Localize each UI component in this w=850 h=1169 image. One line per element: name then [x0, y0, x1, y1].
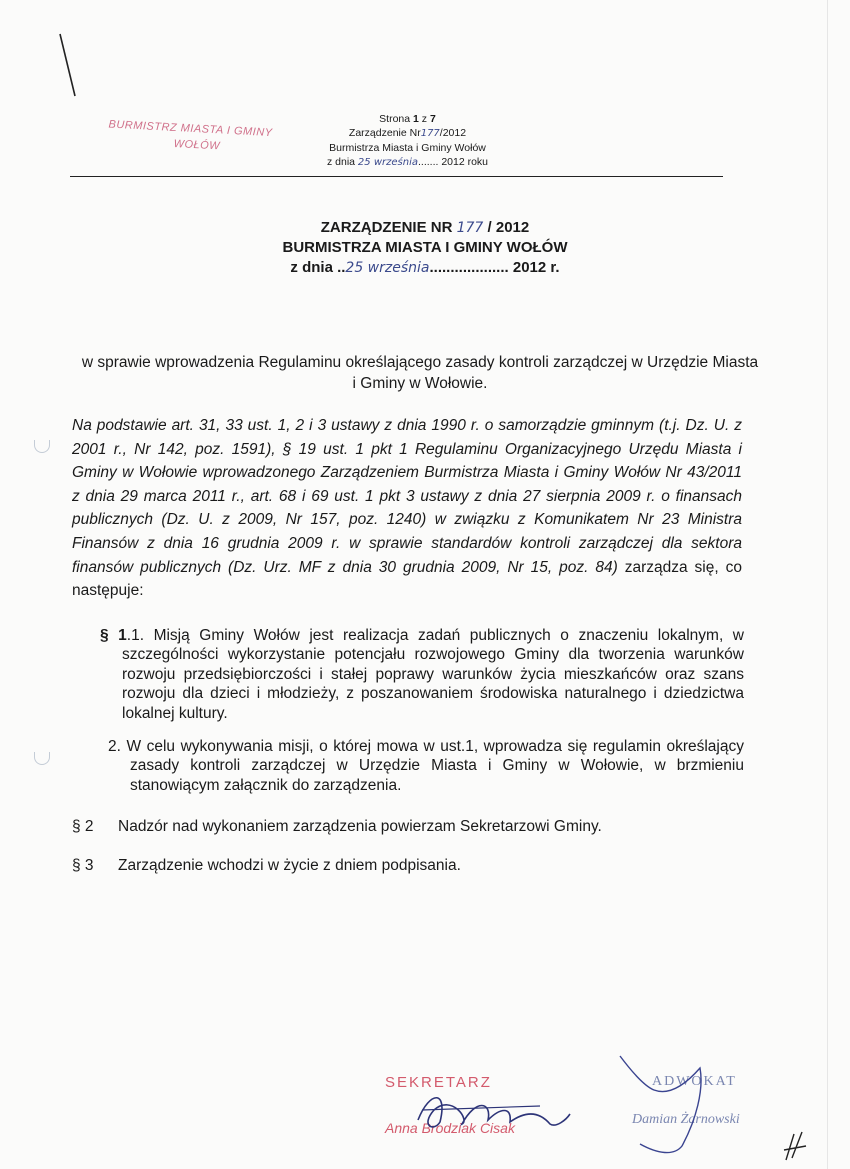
paragraph-3-label: § 3	[72, 857, 94, 874]
header-issuer: Burmistrza Miasta i Gminy Wołów	[329, 142, 486, 154]
lawyer-signature	[610, 1050, 760, 1160]
title-line-1: ZARZĄDZENIE NR 177 / 2012	[320, 219, 530, 236]
lawyer-stamp-role: ADWOKAT	[652, 1074, 737, 1089]
legal-basis-clause: zarządza się, co następuje:	[72, 558, 742, 600]
paragraph-3-text: Zarządzenie wchodzi w życie z dniem podpisania.	[118, 857, 461, 874]
header-rule	[70, 176, 723, 177]
document-title	[0, 218, 850, 278]
paragraph-1-text: Misją Gminy Wołów jest realizacja zadań publicznych o znaczeniu lokalnym, w szczególności wykorzystanie potencjału rozwojowego Gminy dla tworzenia warunków rozwoju przedsiębiorczości i stałej poprawy warunków życia mieszkańców oraz szans rozwoju dla dzieci i młodzieży, z poszanowaniem środowiska naturalnego i dziedzictwa lokalnej kultury.	[122, 627, 744, 722]
punch-hole-mark	[34, 440, 50, 453]
pen-stroke-mark	[58, 32, 78, 98]
page-current: 1	[413, 113, 419, 125]
running-header	[300, 112, 515, 170]
paragraph-2-text: Nadzór nad wykonaniem zarządzenia powierzam Sekretarzowi Gminy.	[118, 818, 602, 835]
handwritten-date: 25 września	[357, 157, 418, 168]
paragraph-1-point-2	[108, 737, 744, 795]
paragraph-1-point-2-sub: 2.	[108, 738, 121, 755]
stamp-line-2: WOŁÓW	[173, 137, 221, 153]
legal-basis	[72, 414, 742, 603]
paragraph-2	[72, 817, 752, 836]
header-order-number: Zarządzenie Nr177/2012	[348, 127, 467, 139]
stamp-line-1: BURMISTRZ MIASTA I GMINY	[108, 118, 273, 140]
page-indicator: Strona 1 z 7	[379, 113, 436, 125]
secretary-signature	[400, 1080, 580, 1140]
initials-mark	[780, 1128, 810, 1164]
page-total: 7	[429, 113, 436, 125]
punch-hole-mark	[34, 752, 50, 765]
paragraph-1-point-2-text: W celu wykonywania misji, o której mowa w ust.1, wprowadza się regulamin określający zasady kontroli zarządczej w Urzędzie Miasta i Gminy w Wołowie, w brzmieniu stanowiącym załącznik do zarządzenia.	[126, 738, 744, 794]
paragraph-1-label: § 1	[100, 627, 127, 644]
header-date: z dnia 25 września....... 2012 roku	[326, 156, 489, 168]
document-subject: w sprawie wprowadzenia Regulaminu określającego zasady kontroli zarządczej w Urzędzie Miasta i Gminy w Wołowie.	[81, 354, 759, 392]
title-handwritten-date: 25 września	[345, 260, 430, 276]
paragraph-1	[72, 626, 744, 723]
handwritten-number: 177	[420, 128, 440, 139]
paragraph-3	[72, 856, 752, 875]
paragraph-2-label: § 2	[72, 818, 94, 835]
issuer-stamp	[107, 119, 318, 158]
title-line-3: z dnia ..25 września................... 2012 r.	[290, 259, 560, 276]
legal-basis-citation: Na podstawie art. 31, 33 ust. 1, 2 i 3 ustawy z dnia 1990 r. o samorządzie gminnym (t.j. Dz. U. z 2001 r., Nr 142, poz. 1591), § 19 ust. 1 pkt 1 Regulaminu Organizacyjnego Urzędu Miasta i Gminy w Wołowie wprowadzonego Zarządzeniem Burmistrza Miasta i Gminy Wołów Nr 43/2011 z dnia 29 marca 2011 r., art. 68 i 69 ust. 1 pkt 3 ustawy z dnia 27 sierpnia 2009 r. o finansach publicznych (Dz. U. z 2009, Nr 157, poz. 1240) w związku z Komunikatem Nr 23 Ministra Finansów z dnia 16 grudnia 2009 r. w sprawie standardów kontroli zarządczej dla sektora finansów publicznych (Dz. Urz. MF z dnia 30 grudnia 2009, Nr 15, poz. 84)	[72, 417, 742, 576]
secretary-stamp-role: SEKRETARZ	[385, 1074, 492, 1091]
page-edge	[827, 0, 828, 1169]
lawyer-stamp-name: Damian Żarnowski	[632, 1112, 740, 1127]
secretary-stamp-name: Anna Brodziak Cisak	[385, 1120, 515, 1136]
title-line-2: BURMISTRZA MIASTA I GMINY WOŁÓW	[282, 239, 568, 256]
title-handwritten-number: 177	[456, 220, 484, 236]
paragraph-1-sub: .1.	[126, 627, 145, 644]
